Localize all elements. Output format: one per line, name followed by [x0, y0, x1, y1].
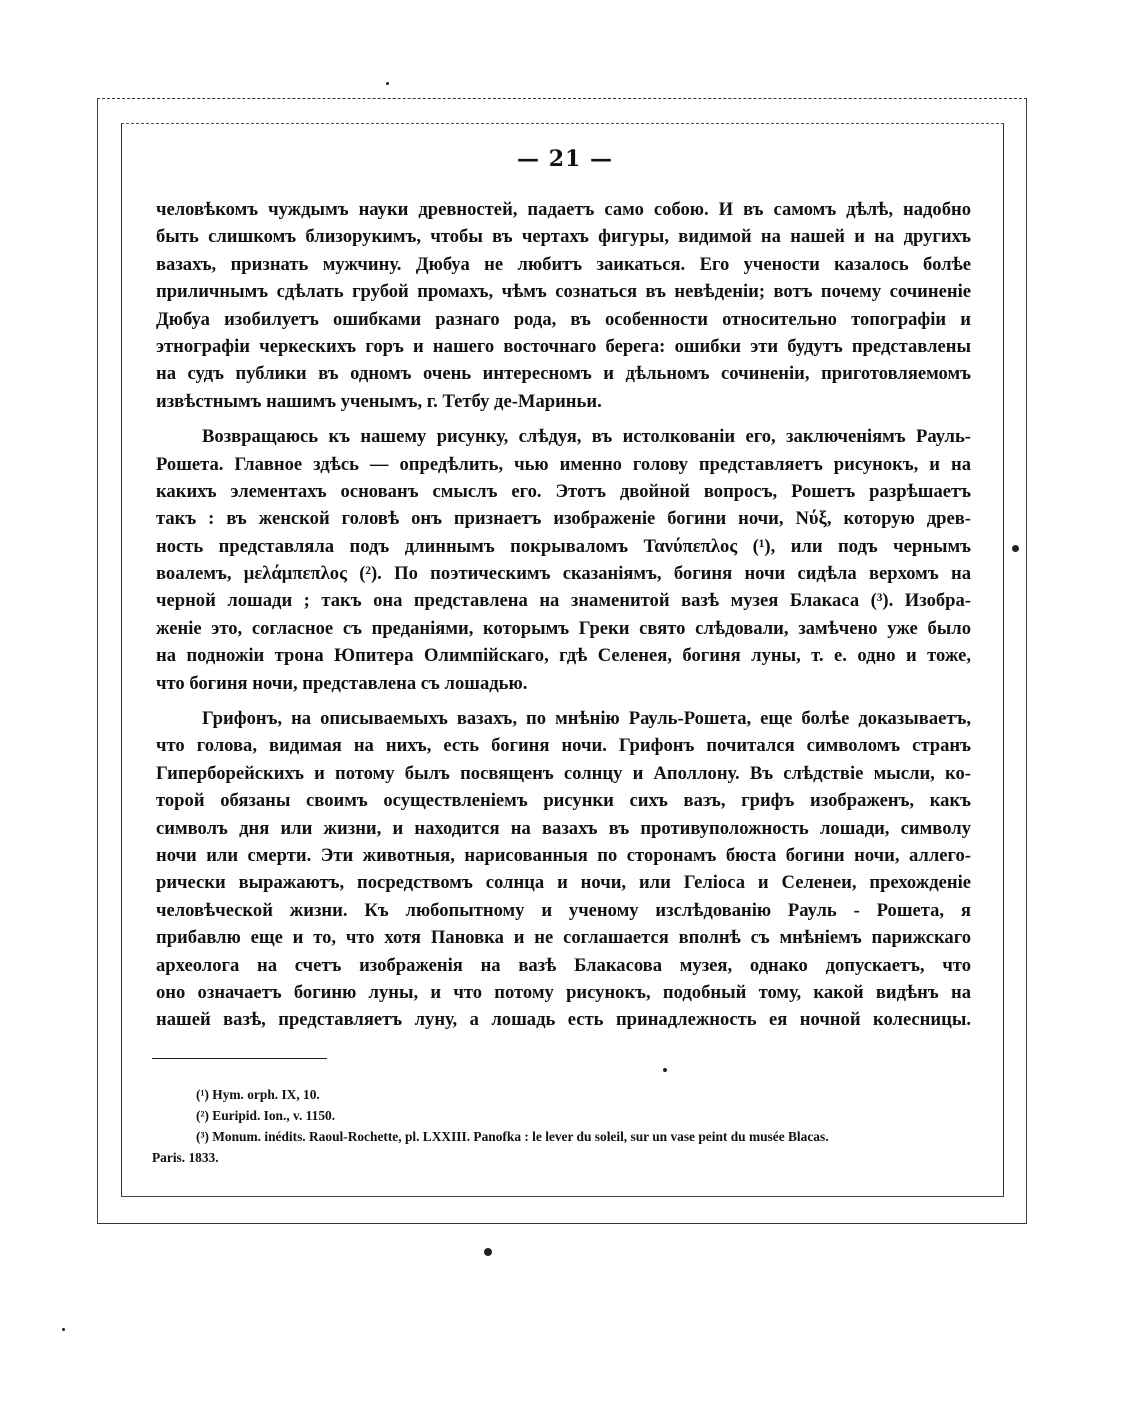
- text-line: нашей вазѣ, представляетъ луну, а лошадь есть принадлежность ея ночной колесницы.: [156, 1009, 971, 1031]
- text-line: женіе это, согласное съ преданіями, которымъ Греки свято слѣдовали, замѣчено уже было: [156, 617, 971, 639]
- body-text: [156, 196, 971, 1034]
- text-line: ность представляла подъ длиннымъ покрываломъ Τανύπεπλος (¹), или подъ чернымъ: [156, 535, 971, 557]
- scan-speck: [62, 1328, 65, 1331]
- scan-speck: [386, 82, 389, 85]
- text-line: что богиня ночи, представлена съ лошадью.: [156, 672, 528, 694]
- text-line: Дюбуа изобилуетъ ошибками разнаго рода, въ особенности относительно топографіи и: [156, 308, 971, 330]
- text-line: прибавлю еще и то, что хотя Пановка и не соглашается вполнѣ съ мнѣніемъ парижскаго: [156, 927, 971, 949]
- footnote-1: (¹) Hym. orph. IX, 10.: [196, 1087, 320, 1102]
- footnote-separator: [152, 1058, 327, 1059]
- text-line: Грифонъ, на описываемыхъ вазахъ, по мнѣнію Рауль-Рошета, еще болѣе доказываетъ,: [202, 708, 971, 730]
- scan-speck: [484, 1248, 492, 1256]
- text-line: человѣческой жизни. Къ любопытному и ученому изслѣдованію Рауль - Рошета, я: [156, 899, 971, 921]
- text-line: символъ дня или жизни, и находится на вазахъ въ противуположность лошади, символу: [156, 817, 971, 839]
- paragraph-3: [156, 705, 971, 1034]
- footnote-2: (²) Euripid. Ion., v. 1150.: [196, 1108, 336, 1123]
- paragraph-1: [156, 196, 971, 415]
- text-line: вазахъ, признать мужчину. Дюбуа не любитъ заикаться. Его учености казалось болѣе: [156, 253, 971, 275]
- text-line: на подножіи трона Юпитера Олимпійскаго, гдѣ Селенея, богиня луны, т. е. одно и тоже,: [156, 645, 971, 667]
- scan-speck: [1012, 545, 1019, 552]
- text-line: Рошета. Главное здѣсь — опредѣлить, чью именно голову представляетъ рисунокъ, и на: [156, 453, 971, 475]
- text-line: Гиперборейскихъ и потому былъ посвященъ солнцу и Аполлону. Въ слѣдствіе мысли, ко-: [156, 762, 971, 784]
- scan-speck: [663, 1068, 667, 1072]
- text-line: ночи или смерти. Эти животныя, нарисованныя по сторонамъ бюста богини ночи, аллего-: [156, 844, 971, 866]
- text-line: черной лошади ; такъ она представлена на знаменитой вазѣ музея Блакаса (³). Изобра-: [156, 590, 971, 612]
- text-line: что голова, видимая на нихъ, есть богиня ночи. Грифонъ почитался символомъ странъ: [156, 735, 971, 757]
- text-line: человѣкомъ чуждымъ науки древностей, падаетъ само собою. И въ самомъ дѣлѣ, надобно: [156, 199, 971, 220]
- text-line: какихъ элементахъ основанъ смыслъ его. Этотъ двойной вопросъ, Рошетъ разрѣшаетъ: [156, 480, 971, 502]
- text-line: воалемъ, μελάμπεπλος (²). По поэтическимъ сказаніямъ, богиня ночи сидѣла верхомъ на: [156, 563, 971, 585]
- text-line: оно означаетъ богиню луны, и что потому рисунокъ, подобный тому, какой видѣнъ на: [156, 981, 971, 1003]
- text-line: приличнымъ сдѣлать грубой промахъ, чѣмъ сознаться въ невѣденіи; вотъ почему сочиненіе: [156, 281, 971, 303]
- text-line: этнографіи черкескихъ горъ и нашего восточнаго берега: ошибки эти будутъ представлены: [156, 335, 971, 357]
- text-line: на судъ публики въ одномъ очень интересномъ и дѣльномъ сочиненіи, приготовляемомъ: [156, 363, 971, 385]
- text-line: такъ : въ женской головѣ онъ признаетъ изображеніе богини ночи, Νύξ, которую древ-: [156, 508, 971, 530]
- text-line: извѣстнымъ нашимъ ученымъ, г. Тетбу де-Мариньи.: [156, 390, 602, 412]
- text-line: торой обязаны своимъ осуществленіемъ рисунки сихъ вазъ, грифъ изображенъ, какъ: [156, 790, 971, 812]
- page-number: — 21 —: [517, 146, 613, 172]
- text-line: Возвращаюсь къ нашему рисунку, слѣдуя, въ истолкованіи его, заключеніямъ Рауль-: [202, 426, 971, 448]
- paragraph-2: [156, 423, 971, 697]
- footnote-3: (³) Monum. inédits. Raoul-Rochette, pl. LXXIII. Panofka : le lever du soleil, sur un vase peint du musée Blacas.: [196, 1129, 829, 1144]
- footnotes: [152, 1084, 972, 1168]
- text-line: археолога на счетъ изображенія на вазѣ Блакасова музея, однако допускаетъ, что: [156, 954, 971, 976]
- text-line: быть слишкомъ близорукимъ, чтобы въ чертахъ фигуры, видимой на нашей и на другихъ: [156, 226, 971, 248]
- footnote-3-continuation: Paris. 1833.: [152, 1150, 219, 1165]
- text-line: рически выражаютъ, посредствомъ солнца и ночи, или Геліоса и Селенеи, прехожденіе: [156, 872, 971, 894]
